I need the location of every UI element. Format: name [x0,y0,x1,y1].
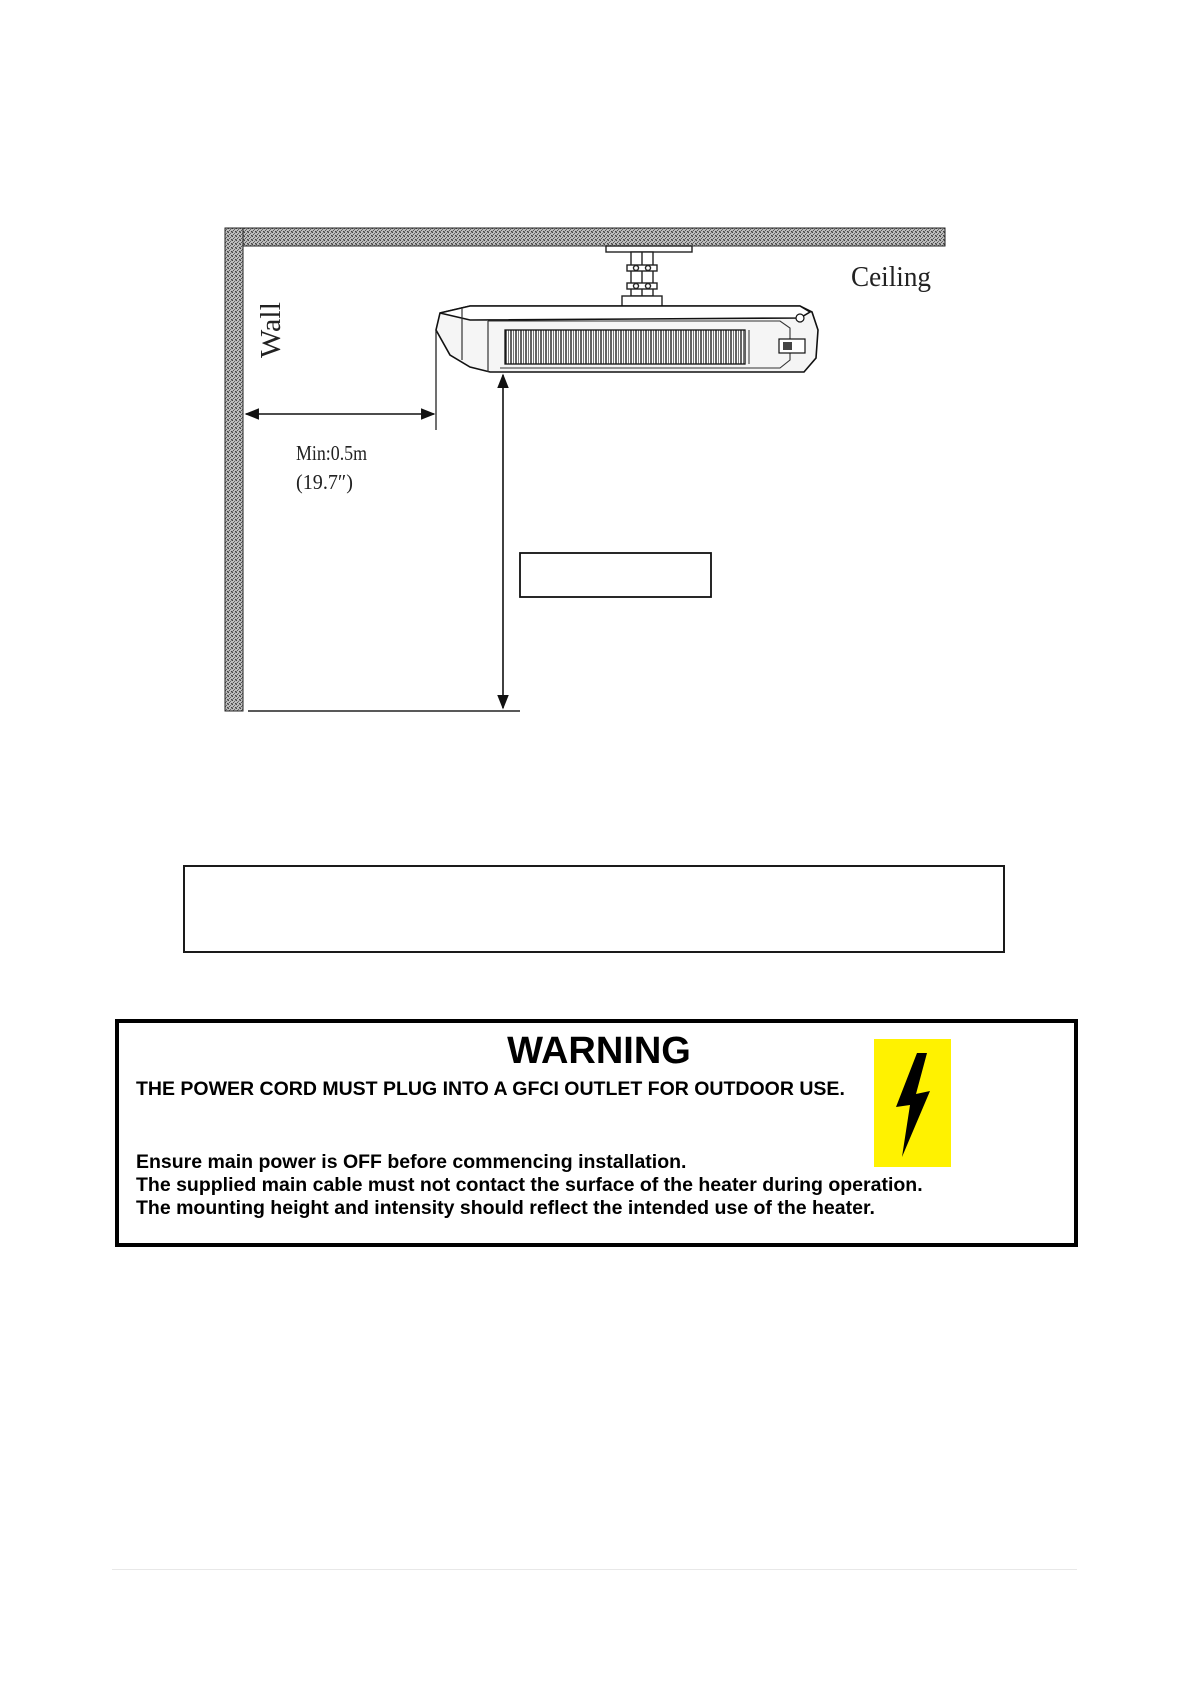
wall-slab [225,228,243,711]
mounting-bracket [606,246,692,308]
wall-label: Wall [256,305,287,358]
ceiling-slab [226,228,945,246]
height-label-box [520,553,711,597]
instruction-line: Ensure main power is OFF before commencing installation. [136,1151,687,1173]
installation-diagram [0,0,1192,760]
warning-panel [115,1019,1078,1247]
instruction-line: The supplied main cable must not contact the surface of the heater during operation. [136,1174,923,1196]
electrical-hazard-badge [874,1039,951,1167]
min-distance-imperial-label: (19.7″) [296,470,354,494]
note-box [183,865,1005,953]
heater-unit [436,306,818,372]
lightning-bolt-icon [874,1039,951,1167]
min-distance-label: Min:0.5m [296,441,367,465]
mounting-height-dimension [248,375,520,711]
gfci-warning-line: THE POWER CORD MUST PLUG INTO A GFCI OUTLET FOR OUTDOOR USE. [136,1078,845,1100]
ceiling-label: Ceiling [851,262,931,293]
instruction-line: The mounting height and intensity should reflect the intended use of the heater. [136,1197,875,1219]
warning-title: WARNING [507,1030,691,1072]
footer-divider [112,1569,1077,1570]
